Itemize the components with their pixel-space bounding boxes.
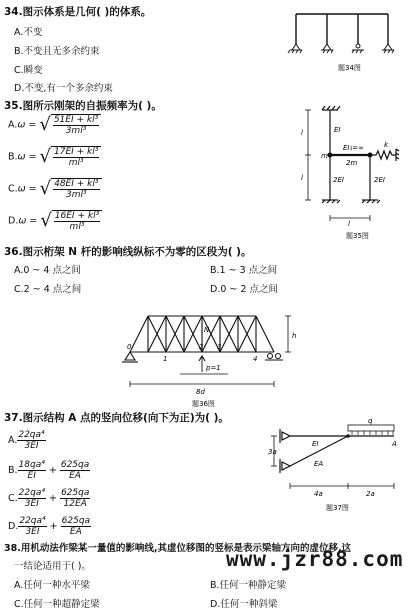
q37-3a: 3a bbox=[268, 448, 277, 456]
q35-2ei-right: 2EI bbox=[374, 176, 385, 184]
q37-a-point: A bbox=[392, 440, 397, 448]
q35-option-d: D.ω = √ $\frac{\text{16EI + kl³}}{\text{ml³}}$ bbox=[8, 210, 102, 232]
q36-option-c: C.2 ~ 4 点之间 bbox=[14, 284, 82, 295]
q34-option-c: C.瞬变 bbox=[14, 65, 43, 76]
q36-p: p=1 bbox=[206, 364, 221, 372]
q37-fig-label: 题37图 bbox=[326, 504, 349, 512]
q36-node-4: 4 bbox=[253, 355, 258, 363]
q36-option-d: D.0 ~ 2 点之间 bbox=[210, 284, 278, 295]
q37-option-d: D. $\frac{\text{22qa⁴}}{3EI}$ + $\frac{625qa}{EA}$ bbox=[8, 516, 91, 537]
q36-node-0: 0 bbox=[127, 343, 132, 351]
q35-figure bbox=[300, 100, 404, 240]
q36-fig-label: 题36图 bbox=[192, 400, 215, 408]
q37-option-a: A. $\frac{\text{22qa⁴}}{3EI}$ bbox=[8, 430, 45, 451]
q37-2a: 2a bbox=[366, 490, 375, 498]
q34-fig-label: 题34图 bbox=[338, 64, 361, 72]
q36-n: N bbox=[204, 326, 210, 334]
q35-option-c: C.ω = √ $\frac{\text{48EI + kl³}}{\text{3ml³}}$ bbox=[8, 178, 102, 200]
q35-option-b: B.ω = √ $\frac{\text{17EI + kl³}}{\text{ml³}}$ bbox=[8, 146, 101, 168]
q36-node-2: 2 bbox=[199, 343, 204, 351]
q36-stem: 36.图示桁架 N 杆的影响线纵标不为零的区段为( )。 bbox=[4, 246, 252, 258]
q34-option-a: A.不变 bbox=[14, 27, 43, 38]
q35-fig-label: 题35图 bbox=[346, 232, 369, 240]
q36-node-1: 1 bbox=[163, 355, 168, 363]
q37-stem: 37.图示结构 A 点的竖向位移(向下为正)为( )。 bbox=[4, 412, 229, 424]
q38-stem: 38.用机动法作梁某一量值的影响线,其虚位移图的竖标是表示梁轴方向的虚位移,这 bbox=[4, 543, 352, 554]
q35-2ei-left: 2EI bbox=[333, 176, 344, 184]
q37-ea: EA bbox=[314, 460, 324, 468]
q37-q: q bbox=[368, 417, 373, 425]
q35-stem: 35.图所示刚架的自振频率为( )。 bbox=[4, 100, 162, 112]
q38-option-c: C.任何一种超静定梁 bbox=[14, 599, 100, 610]
q34-option-b: B.不变且无多余约束 bbox=[14, 46, 100, 57]
q36-option-a: A.0 ~ 4 点之间 bbox=[14, 265, 81, 276]
q37-4a: 4a bbox=[314, 490, 323, 498]
q36-figure bbox=[110, 302, 300, 408]
q36-h: h bbox=[292, 332, 297, 340]
q35-l-span: l bbox=[348, 220, 350, 228]
q37-ei: EI bbox=[312, 440, 319, 448]
q34-stem: 34.图示体系是几何( )的体系。 bbox=[4, 6, 152, 18]
q37-figure bbox=[268, 414, 404, 512]
watermark: www.jzr88.com bbox=[226, 547, 404, 571]
q35-l-bottom: l bbox=[301, 174, 303, 182]
q38-option-d: D.任何一种斜梁 bbox=[210, 599, 278, 610]
q35-m: m bbox=[321, 152, 328, 160]
q35-2m: 2m bbox=[346, 159, 358, 167]
q35-k: k bbox=[384, 141, 389, 149]
q38-option-b: B.任何一种静定梁 bbox=[210, 580, 287, 591]
q38-option-a: A.任何一种水平梁 bbox=[14, 580, 90, 591]
q36-span: 8d bbox=[196, 388, 205, 396]
q35-l-top: l bbox=[301, 129, 303, 137]
q36-node-3: 3 bbox=[217, 343, 222, 351]
q35-option-a: A.ω = √ $\frac{\text{51EI + kl³}}{\text{3ml³}}$ bbox=[8, 114, 101, 136]
q37-option-c: C. $\frac{\text{22qa⁴}}{3EI}$ + $\frac{625qa}{12EA}$ bbox=[8, 488, 90, 509]
q36-option-b: B.1 ~ 3 点之间 bbox=[210, 265, 278, 276]
q37-option-b: B. $\frac{\text{18qa⁴}}{EI}$ + $\frac{625qa}{EA}$ bbox=[8, 460, 90, 481]
q34-option-d: D.不变,有一个多余约束 bbox=[14, 83, 113, 94]
q38-stem-cont: 一结论适用于( )。 bbox=[14, 561, 91, 572]
q35-ei-top: EI bbox=[334, 126, 341, 134]
q34-figure bbox=[282, 4, 402, 74]
q35-ei-inf: EI₁=∞ bbox=[343, 144, 364, 152]
